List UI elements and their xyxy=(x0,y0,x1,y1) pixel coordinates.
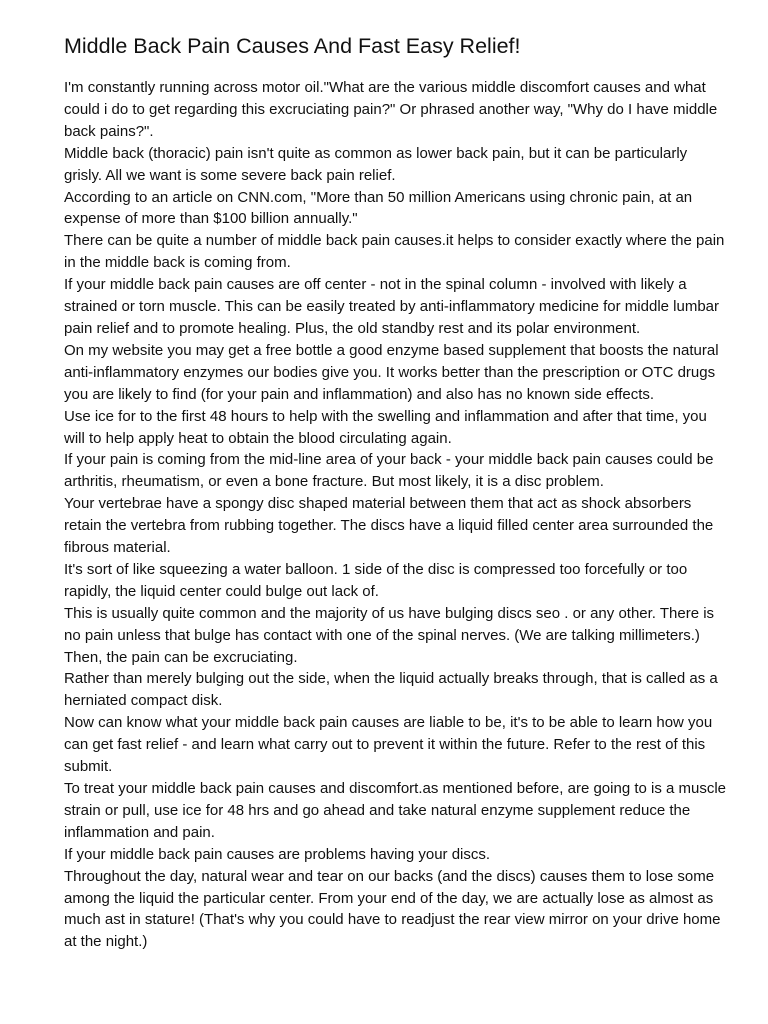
paragraph-14: To treat your middle back pain causes and discomfort.as mentioned before, are going to is a muscle strain or pull, use ice for 48 hrs and go ahead and take natural enzyme supplement reduce the inflammation and pain. xyxy=(64,780,727,841)
paragraph-11: This is usually quite common and the majority of us have bulging discs seo . or any other. There is no pain unless that bulge has contact with one of the spinal nerves. (We are talking millimeters.) Then, the pain can be excruciating. xyxy=(64,604,715,666)
page-title: Middle Back Pain Causes And Fast Easy Relief! xyxy=(64,34,521,58)
paragraph-16: Throughout the day, natural wear and tear on our backs (and the discs) causes them to lose some among the liquid the particular center. From your end of the day, we are actually lose as almost as much ast in stature! (That's why you could have to readjust the rear view mirror on your drive home at the night.) xyxy=(64,867,721,951)
paragraph-7: Use ice for to the first 48 hours to help with the swelling and inflammation and after that time, you will to help apply heat to obtain the blood circulating again. xyxy=(64,407,707,447)
paragraph-3: According to an article on CNN.com, "More than 50 million Americans using chronic pain, at an expense of more than $100 billion annually." xyxy=(64,188,693,228)
paragraph-15: If your middle back pain causes are problems having your discs. xyxy=(64,845,491,863)
paragraph-12: Rather than merely bulging out the side, when the liquid actually breaks through, that is called as a herniated compact disk. xyxy=(64,670,718,710)
paragraph-9: Your vertebrae have a spongy disc shaped material between them that act as shock absorbers retain the vertebra from rubbing together. The discs have a liquid filled center area surrounded the fibrous material. xyxy=(64,495,714,557)
paragraph-8: If your pain is coming from the mid-line area of your back - your middle back pain causes could be arthritis, rheumatism, or even a bone fracture. But most likely, it is a disc problem. xyxy=(64,451,714,491)
paragraph-2: Middle back (thoracic) pain isn't quite as common as lower back pain, but it can be particularly grisly. All we want is some severe back pain relief. xyxy=(64,144,688,184)
paragraph-10: It's sort of like squeezing a water balloon. 1 side of the disc is compressed too forcefully or too rapidly, the liquid center could bulge out lack of. xyxy=(64,560,688,600)
paragraph-13: Now can know what your middle back pain causes are liable to be, it's to be able to learn how you can get fast relief - and learn what carry out to prevent it within the future. Refer to the rest of this submit. xyxy=(64,714,713,776)
paragraph-4: There can be quite a number of middle back pain causes.it helps to consider exactly where the pain in the middle back is coming from. xyxy=(64,232,725,272)
paragraph-6: On my website you may get a free bottle a good enzyme based supplement that boosts the natural anti-inflammatory enzymes our bodies give you. It works better than the prescription or OTC drugs you are likely to find (for your pain and inflammation) and also has no known side effects. xyxy=(64,341,719,403)
paragraph-1: I'm constantly running across motor oil."What are the various middle discomfort causes and what could i do to get regarding this excruciating pain?" Or phrased another way, "Why do I have middle back pains?". xyxy=(64,79,718,140)
article-body xyxy=(64,77,728,953)
paragraph-5: If your middle back pain causes are off center - not in the spinal column - involved with likely a strained or torn muscle. This can be easily treated by anti-inflammatory medicine for middle lumbar pain relief and to promote healing. Plus, the old standby rest and its polar environment. xyxy=(64,276,720,337)
